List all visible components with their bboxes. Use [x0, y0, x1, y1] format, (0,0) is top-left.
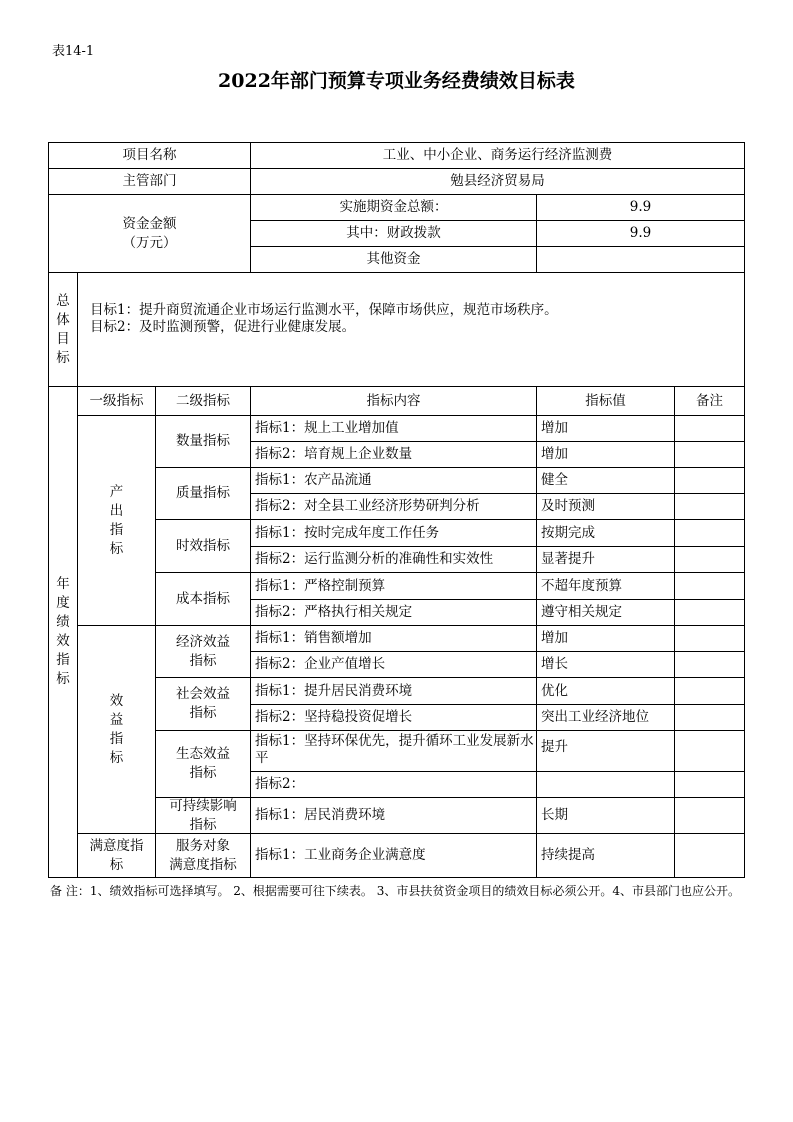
- timeliness-indicator: 时效指标: [155, 519, 251, 573]
- satisfaction-indicators-label: 满意度指 标: [77, 833, 156, 878]
- indicator-content: 指标1：严格控制预算: [250, 572, 537, 600]
- project-name-label: 项目名称: [48, 142, 251, 169]
- indicator-value: 增加: [536, 415, 675, 442]
- indicator-remark: [674, 704, 745, 731]
- indicator-remark: [674, 651, 745, 678]
- funds-total-label: 实施期资金总额：: [250, 194, 537, 221]
- indicator-remark: [674, 797, 745, 834]
- indicator-content: 指标1：提升居民消费环境: [250, 677, 537, 705]
- funds-fiscal-label: 其中：财政拨款: [250, 220, 537, 247]
- funds-other-value: [536, 246, 745, 273]
- goal-2: 目标2：及时监测预警，促进行业健康发展。: [90, 319, 356, 335]
- goal-1: 目标1：提升商贸流通企业市场运行监测水平，保障市场供应，规范市场秩序。: [90, 302, 558, 318]
- dept-value: 勉县经济贸易局: [250, 168, 745, 195]
- indicator-value: 健全: [536, 467, 675, 494]
- footnote: 备 注：1、绩效指标可选择填写。 2、根据需要可往下续表。 3、市县扶贫资金项目的绩效目标必须公开。4、市县部门也应公开。: [50, 884, 740, 898]
- indicator-remark: [674, 519, 745, 547]
- funds-total-value: 9.9: [536, 194, 745, 221]
- indicator-remark: [674, 730, 745, 772]
- indicator-value: 优化: [536, 677, 675, 705]
- indicator-remark: [674, 441, 745, 468]
- indicator-value: 长期: [536, 797, 675, 834]
- indicator-value: 及时预测: [536, 493, 675, 520]
- indicator-content: 指标2：: [250, 771, 537, 798]
- indicator-content: 指标1：农产品流通: [250, 467, 537, 494]
- indicator-content: 指标2：培育规上企业数量: [250, 441, 537, 468]
- header-value: 指标值: [536, 386, 675, 416]
- indicator-remark: [674, 771, 745, 798]
- form-code: 表14-1: [52, 44, 95, 59]
- indicator-remark: [674, 572, 745, 600]
- indicator-value: [536, 771, 675, 798]
- indicator-content: 指标1：坚持环保优先，提升循环工业发展新水平: [250, 730, 537, 772]
- indicator-value: 提升: [536, 730, 675, 772]
- indicator-remark: [674, 467, 745, 494]
- indicator-content: 指标2：严格执行相关规定: [250, 599, 537, 626]
- quantity-indicator: 数量指标: [155, 415, 251, 468]
- indicator-content: 指标2：对全县工业经济形势研判分析: [250, 493, 537, 520]
- header-level1: 一级指标: [77, 386, 156, 416]
- indicator-remark: [674, 599, 745, 626]
- output-indicators-label: 产 出 指 标: [77, 415, 156, 626]
- indicator-value: 不超年度预算: [536, 572, 675, 600]
- ecological-benefit-indicator: 生态效益 指标: [155, 730, 251, 798]
- sustainability-indicator: 可持续影响 指标: [155, 797, 251, 834]
- social-benefit-indicator: 社会效益 指标: [155, 677, 251, 731]
- dept-label: 主管部门: [48, 168, 251, 195]
- indicator-content: 指标2：企业产值增长: [250, 651, 537, 678]
- goal-label: 总 体 目 标: [48, 272, 78, 387]
- indicator-remark: [674, 493, 745, 520]
- annual-indicators-label: 年 度 绩 效 指 标: [48, 386, 78, 878]
- indicator-content: 指标1：规上工业增加值: [250, 415, 537, 442]
- header-content: 指标内容: [250, 386, 537, 416]
- indicator-value: 增加: [536, 625, 675, 652]
- indicator-remark: [674, 415, 745, 442]
- quality-indicator: 质量指标: [155, 467, 251, 520]
- header-remark: 备注: [674, 386, 745, 416]
- goal-content: [77, 272, 745, 387]
- cost-indicator: 成本指标: [155, 572, 251, 626]
- indicator-value: 按期完成: [536, 519, 675, 547]
- indicator-remark: [674, 546, 745, 573]
- funds-other-label: 其他资金: [250, 246, 537, 273]
- indicator-content: 指标1：居民消费环境: [250, 797, 537, 834]
- header-level2: 二级指标: [155, 386, 251, 416]
- indicator-value: 遵守相关规定: [536, 599, 675, 626]
- indicator-value: 持续提高: [536, 833, 675, 878]
- indicator-content: 指标1：销售额增加: [250, 625, 537, 652]
- indicator-value: 显著提升: [536, 546, 675, 573]
- indicator-remark: [674, 625, 745, 652]
- project-name-value: 工业、中小企业、商务运行经济监测费: [250, 142, 745, 169]
- service-satisfaction-indicator: 服务对象 满意度指标: [155, 833, 251, 878]
- funds-fiscal-value: 9.9: [536, 220, 745, 247]
- indicator-content: 指标2：运行监测分析的准确性和实效性: [250, 546, 537, 573]
- benefit-indicators-label: 效 益 指 标: [77, 625, 156, 834]
- indicator-value: 突出工业经济地位: [536, 704, 675, 731]
- indicator-value: 增长: [536, 651, 675, 678]
- indicator-content: 指标1：按时完成年度工作任务: [250, 519, 537, 547]
- indicator-value: 增加: [536, 441, 675, 468]
- economic-benefit-indicator: 经济效益 指标: [155, 625, 251, 678]
- indicator-remark: [674, 677, 745, 705]
- indicator-remark: [674, 833, 745, 878]
- indicator-content: 指标1：工业商务企业满意度: [250, 833, 537, 878]
- page-title: 2022年部门预算专项业务经费绩效目标表: [218, 70, 575, 92]
- funds-label: 资金金额 （万元）: [48, 194, 251, 273]
- indicator-content: 指标2：坚持稳投资促增长: [250, 704, 537, 731]
